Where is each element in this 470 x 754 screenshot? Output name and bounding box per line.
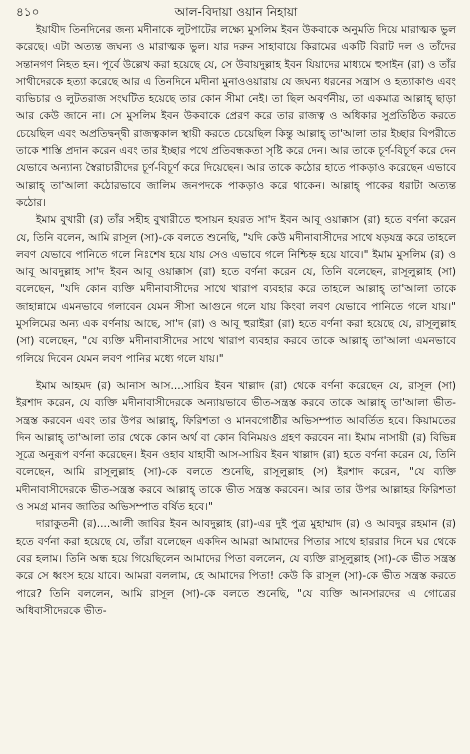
paragraph-gap bbox=[16, 368, 456, 378]
paragraph: ইমাম আহমদ (র) আনাস আস....সায়িব ইবন খাল্লাদ (রা) থেকে বর্ণনা করেছেন যে, রাসূল (সা) ইরশাদ করেন, যে ব্যক্তি মদীনাবাসীদেরকে অন্যায়ভাবে ভীত-সন্ত্রস্ত করবে তাকে আল্লাহ্ তা'আলা ভীত-সন্ত্রস্ত করবেন এবং তার উপর আল্লাহ্, ফিরিশতা ও মানবগোষ্ঠীর অভিসম্পাত আবর্তিত হবে। কিয়ামতের দিন আল্লাহ্ তা'আলা তার থেকে কোন অর্থ বা কোন বিনিময়ও গ্রহণ করবেন না। ইমাম নাসায়ী (র) বিভিন্ন সূত্রে অনুরূপ বর্ণনা করেছেন। ইবন ওহাব যাহাবী আস-সায়িব ইবন খাল্লাদ (রা) হতে বর্ণনা করেন যে, তিনি বলেছেন, আমি রাসূলুল্লাহ (সা)-কে বলতে শুনেছি, রাসূলুল্লাহ (স) ইরশাদ করেন, "যে ব্যক্তি মদীনাবাসীদেরকে ভীত-সন্ত্রস্ত করবে আল্লাহ্ তাকে ভীত সন্ত্রস্ত করবেন। আর তার উপর আল্লাহর ফিরিশতা ও সমগ্র মানব জাতির অভিসম্পাত বর্ষিত হবে।" bbox=[16, 379, 456, 514]
paragraph: ইয়াযীদ তিনদিনের জন্য মদীনাকে লুটপাটের লক্ষ্যে মুসলিম ইবন উকবাকে অনুমতি দিয়ে মারাত্মক ভুল করেছে। এটা অত্যন্ত জঘন্য ও মারাত্মক ভুল। যার দরুন সাহাবায়ে কিরামের একটি বিরাট দল ও তাঁদের সন্তানগণ নিহত হন। পূর্বে উল্লেখ করা হয়েছে যে, সে উবায়দুল্লাহ ইবন যিয়াদের মাধ্যমে হুসাইন (রা) ও তাঁর সাথীদেরকে হত্যা করেছে আর এ তিনদিনে মদীনা মুনাওওয়ারায় যে জঘন্য ধরনের সন্ত্রাস ও হত্যাকাণ্ড এবং ব্যভিচার ও লুটতরাজ সংঘটিত হয়েছে তার কোন সীমা নেই। তা ছিল অবর্ণনীয়, তা একমাত্র আল্লাহ্ ছাড়া আর কেউ জানে না। সে মুসলিম ইবন উকবাকে প্রেরণ করে তার রাজত্ব ও অধিকার সুপ্রতিষ্ঠিত করতে চেয়েছিল এবং অপ্রতিদ্বন্দ্বী রাজত্বকাল স্থায়ী করতে চেয়েছিল কিন্তু আল্লাহ্ তা'আলা তার ইচ্ছার বিপরীতে তাকে শাস্তি প্রদান করেন এবং তার ইচ্ছার পথে প্রতিবন্ধকতা সৃষ্টি করে দেন। আর তাকে চূর্ণ-বিচূর্ণ করে দেন যেভাবে অন্যান্য স্বৈরাচারীদের চূর্ণ-বিচূর্ণ করে দিয়েছেন। আর তাকে কঠোর হাতে পাকড়াও করেছেন এভাবে আল্লাহ্ তা'আলা কঠোরভাবে জালিম জনপদকে পাকড়াও করে থাকেন। আল্লাহ্ পাকের ধরাটা অত্যন্ত কঠোর। bbox=[16, 24, 456, 209]
page-number: ৪১০ bbox=[16, 5, 40, 19]
paragraph: ইমাম বুখারী (র) তাঁর সহীহ বুখারীতে হুসায়ন হযরত সা'দ ইবন আবূ ওয়াক্কাস (রা) হতে বর্ণনা করেন যে, তিনি বলেন, আমি রাসূল (সা)-কে বলতে শুনেছি, "যদি কেউ মদীনাবাসীদের সাথে ষড়যন্ত্র করে তাহলে লবণ যেভাবে পানিতে গলে নিঃশেষ হয়ে যায় সেও এভাবে গলে নিশ্চিহ্ন হয়ে যাবে।" ইমাম মুসলিম (র) ও আবূ আবদুল্লাহ সা'দ ইবন আবূ ওয়াক্কাস (রা) হতে বর্ণনা করেন যে, তিনি বলেছেন, রাসূলুল্লাহ (সা) বলেছেন, "যদি কোন ব্যক্তি মদীনাবাসীদের সাথে খারাপ ব্যবহার করে তাহলে আল্লাহ্ তা'আলা তাকে জাহান্নামে এমনভাবে গলাবেন যেমন সীসা আগুনে গলে যায় কিংবা লবণ যেভাবে পানিতে গলে যায়।" মুসলিমের অন্য এক বর্ণনায় আছে, সা'দ (রা) ও আবূ হুরাইরা (রা) হতে বর্ণনা করা হয়েছে যে, রাসূলুল্লাহ (সা) বলেছেন, "যে ব্যক্তি মদীনাবাসীদের সাথে খারাপ ব্যবহার করবে তাকে আল্লাহ্ তা'আলা এমনভাবে গলিয়ে দিবেন যেমন লবণ পানির মধ্যে গলে যায়।" bbox=[16, 214, 456, 365]
running-title: আল-বিদায়া ওয়ান নিহায়া bbox=[174, 5, 298, 19]
page-header bbox=[16, 4, 456, 22]
body-text bbox=[16, 22, 456, 620]
paragraph: দারাকুতনী (র)....আলী জাবির ইবন আবদুল্লাহ (রা)-এর দুই পুত্র মুহাম্মাদ (র) ও আবদুর রহমান (র) হতে বর্ণনা করা হয়েছে যে, তাঁরা বলেছেন একদিন আমরা আমাদের পিতার সাথে হাররার দিনে ঘর থেকে বের হলাম। তিনি অন্ধ হয়ে গিয়েছিলেন আমাদের পিতা বললেন, যে ব্যক্তি রাসূলুল্লাহ (সা)-কে ভীত সন্ত্রস্ত করে সে ধ্বংস হয়ে যাবে। আমরা বললাম, হে আমাদের পিতা! কেউ কি রাসূল (সা)-কে ভীত সন্ত্রস্ত করতে পারে? তিনি বললেন, আমি রাসূল (সা)-কে বলতে শুনেছি, "যে ব্যক্তি আনসারদের এ গোত্রের অধিবাসীদেরকে ভীত- bbox=[16, 518, 456, 617]
